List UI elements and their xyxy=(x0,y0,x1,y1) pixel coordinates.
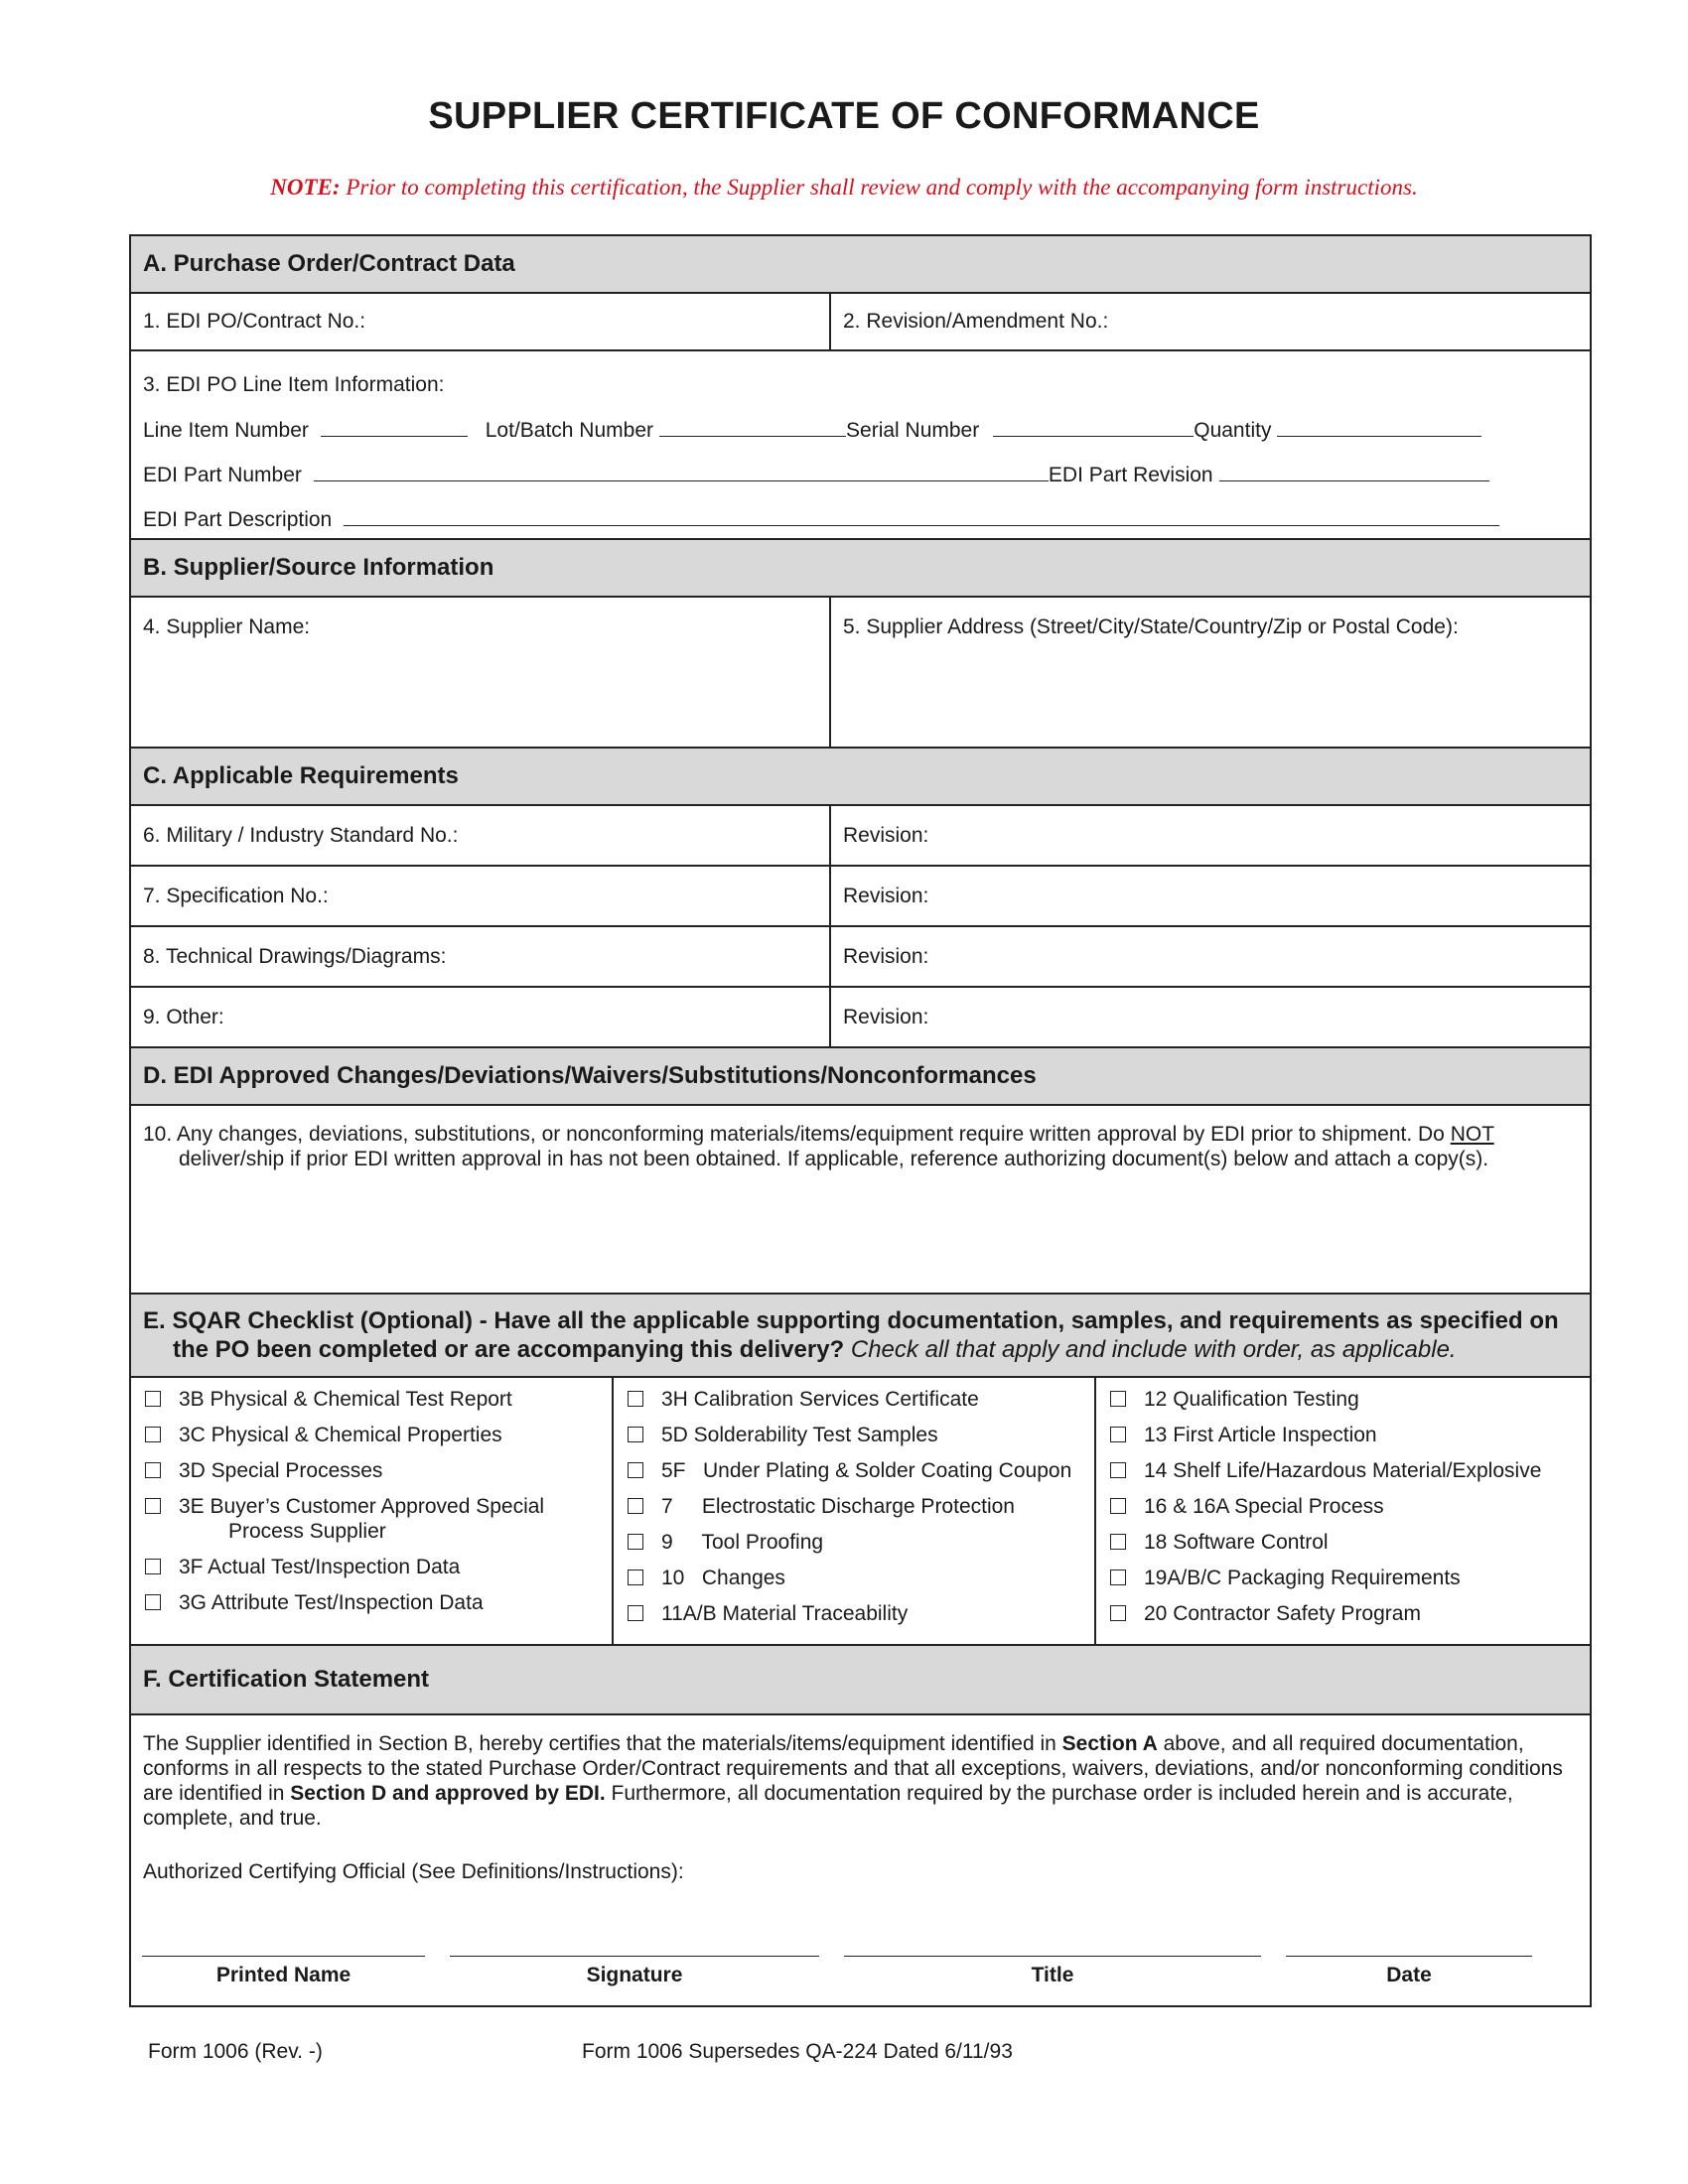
requirement-revision-field[interactable] xyxy=(831,806,1590,865)
checklist-item-label: 3C Physical & Chemical Properties xyxy=(179,1424,502,1446)
checkbox[interactable] xyxy=(628,1427,643,1442)
form-number: Form 1006 (Rev. -) xyxy=(148,2040,323,2063)
supplier-address-label: 5. Supplier Address (Street/City/State/Country/Zip or Postal Code): xyxy=(843,615,1459,638)
requirement-revision-label: Revision: xyxy=(843,824,929,847)
printed-name-line[interactable] xyxy=(142,1956,425,1957)
printed-name-label: Printed Name xyxy=(215,1964,352,1986)
checklist-item[interactable] xyxy=(1110,1459,1541,1483)
checkbox[interactable] xyxy=(145,1498,161,1514)
checklist-item-label: 18 Software Control xyxy=(1144,1531,1329,1554)
section-e-title xyxy=(143,1306,1576,1364)
part-revision-blank[interactable] xyxy=(1219,463,1489,481)
checklist-item-continuation: Process Supplier xyxy=(228,1520,386,1543)
certificate-form xyxy=(129,234,1592,2007)
section-b-header xyxy=(131,540,1590,598)
po-contract-field[interactable] xyxy=(131,294,831,349)
supplier-name-field[interactable] xyxy=(131,598,831,747)
requirement-label: 6. Military / Industry Standard No.: xyxy=(143,824,459,847)
requirement-row xyxy=(131,867,1590,927)
checklist-item[interactable] xyxy=(628,1459,1071,1483)
checklist-item-label: 7 Electrostatic Discharge Protection xyxy=(661,1495,1015,1518)
checklist-item[interactable] xyxy=(628,1388,979,1412)
checklist-item-label: 3G Attribute Test/Inspection Data xyxy=(179,1591,484,1614)
section-a-header xyxy=(131,236,1590,294)
checkbox[interactable] xyxy=(628,1498,643,1514)
checklist-item-label: 20 Contractor Safety Program xyxy=(1144,1602,1421,1625)
requirement-revision-field[interactable] xyxy=(831,988,1590,1046)
checklist-item-label: 5F Under Plating & Solder Coating Coupon xyxy=(661,1459,1072,1482)
section-b-title: B. Supplier/Source Information xyxy=(143,554,494,581)
checklist-item[interactable] xyxy=(628,1567,785,1590)
checkbox[interactable] xyxy=(628,1462,643,1478)
lot-batch-blank[interactable] xyxy=(659,418,846,437)
not-emphasis: NOT xyxy=(1450,1123,1494,1146)
serial-blank[interactable] xyxy=(993,418,1194,437)
line-item-label: Line Item Number xyxy=(143,419,309,442)
section-b-row xyxy=(131,598,1590,749)
checklist-item-label: 3H Calibration Services Certificate xyxy=(661,1388,979,1411)
statement-bold-2: Section D and approved by EDI. xyxy=(290,1782,606,1805)
line-item-info xyxy=(131,351,1590,540)
checklist-item[interactable] xyxy=(145,1388,512,1412)
checklist-item[interactable] xyxy=(628,1602,908,1626)
section-d-body[interactable] xyxy=(131,1106,1590,1295)
lot-batch-label: Lot/Batch Number xyxy=(485,419,654,442)
checklist-item[interactable] xyxy=(1110,1388,1359,1412)
revision-amendment-label: 2. Revision/Amendment No.: xyxy=(843,310,1109,333)
checklist-item[interactable] xyxy=(1110,1531,1329,1555)
note-text: Prior to completing this certification, the Supplier shall review and comply with the accompanying form instructions. xyxy=(346,175,1418,200)
changes-statement xyxy=(143,1122,1566,1171)
checkbox[interactable] xyxy=(1110,1534,1126,1550)
checkbox[interactable] xyxy=(1110,1570,1126,1585)
statement-bold-1: Section A xyxy=(1061,1732,1158,1755)
supplier-address-field[interactable] xyxy=(831,598,1590,747)
checkbox[interactable] xyxy=(1110,1498,1126,1514)
requirement-row xyxy=(131,806,1590,867)
checkbox[interactable] xyxy=(628,1605,643,1621)
checklist-item[interactable] xyxy=(145,1459,382,1483)
section-f-header xyxy=(131,1646,1590,1715)
requirement-row xyxy=(131,988,1590,1048)
changes-number: 10. xyxy=(143,1123,173,1146)
checklist-item[interactable] xyxy=(145,1424,502,1447)
requirement-revision-field[interactable] xyxy=(831,867,1590,925)
checkbox[interactable] xyxy=(1110,1391,1126,1407)
date-label: Date xyxy=(1386,1964,1432,1986)
statement-part-2: above, and all required documentation, conforms in all respects to the stated Purchase Order/Contract requirements and that all exceptions, waivers, deviations, and/or nonconforming conditions are identified in xyxy=(143,1732,1563,1805)
sqar-checklist xyxy=(131,1378,1590,1646)
checklist-item[interactable] xyxy=(1110,1567,1461,1590)
quantity-label: Quantity xyxy=(1194,419,1272,442)
checklist-item[interactable] xyxy=(1110,1495,1384,1519)
part-number-label: EDI Part Number xyxy=(143,464,302,486)
checklist-item-label: 5D Solderability Test Samples xyxy=(661,1424,938,1446)
requirement-row xyxy=(131,927,1590,988)
checkbox[interactable] xyxy=(1110,1427,1126,1442)
checklist-column-1 xyxy=(131,1378,614,1644)
requirement-label: 8. Technical Drawings/Diagrams: xyxy=(143,945,447,968)
checklist-item[interactable] xyxy=(145,1591,484,1615)
checklist-item-label: 13 First Article Inspection xyxy=(1144,1424,1377,1446)
checklist-column-2 xyxy=(614,1378,1096,1644)
line-item-row xyxy=(143,418,1487,443)
section-d-title: D. EDI Approved Changes/Deviations/Waivers/Substitutions/Nonconformances xyxy=(143,1062,1037,1089)
checkbox[interactable] xyxy=(145,1427,161,1442)
checklist-item[interactable] xyxy=(145,1556,460,1579)
part-description-row xyxy=(143,507,1505,532)
checklist-item[interactable] xyxy=(628,1531,823,1555)
section-a-title: A. Purchase Order/Contract Data xyxy=(143,250,515,277)
part-description-blank[interactable] xyxy=(344,507,1499,526)
title-label: Title xyxy=(1031,1964,1074,1986)
requirement-revision-field[interactable] xyxy=(831,927,1590,986)
supplier-name-label: 4. Supplier Name: xyxy=(143,615,311,638)
note-prefix: NOTE: xyxy=(270,175,341,200)
certification-statement xyxy=(143,1731,1566,1831)
requirement-revision-label: Revision: xyxy=(843,945,929,968)
requirement-revision-label: Revision: xyxy=(843,885,929,907)
form-title: SUPPLIER CERTIFICATE OF CONFORMANCE xyxy=(428,95,1260,137)
section-c-title: C. Applicable Requirements xyxy=(143,762,459,789)
requirement-field[interactable] xyxy=(131,988,831,1046)
changes-text-2: deliver/ship if prior EDI written approval in has not been obtained. If applicable, reference authorizing document(s) below and attach a copy(s). xyxy=(179,1148,1489,1170)
section-e-instruction: Check all that apply and include with order, as applicable. xyxy=(850,1336,1457,1363)
checklist-item[interactable] xyxy=(628,1495,1015,1519)
checklist-item-label: 3B Physical & Chemical Test Report xyxy=(179,1388,512,1411)
part-number-blank[interactable] xyxy=(314,463,1049,481)
statement-part-1: The Supplier identified in Section B, hereby certifies that the materials/items/equipment identified in xyxy=(143,1732,1056,1755)
section-f-body xyxy=(131,1715,1590,2005)
checkbox[interactable] xyxy=(1110,1462,1126,1478)
checkbox[interactable] xyxy=(628,1570,643,1585)
line-item-blank[interactable] xyxy=(321,418,468,437)
requirement-revision-label: Revision: xyxy=(843,1006,929,1028)
checklist-item-label: 3F Actual Test/Inspection Data xyxy=(179,1556,461,1578)
section-d-header xyxy=(131,1048,1590,1106)
requirement-field[interactable] xyxy=(131,867,831,925)
checklist-item[interactable] xyxy=(628,1424,938,1447)
checkbox[interactable] xyxy=(145,1594,161,1610)
checklist-column-3 xyxy=(1096,1378,1590,1644)
section-e-title-2: on the PO been completed or are accompanying this delivery? xyxy=(173,1307,1559,1363)
part-revision-label: EDI Part Revision xyxy=(1048,464,1213,486)
checklist-item[interactable] xyxy=(1110,1424,1377,1447)
requirement-field[interactable] xyxy=(131,806,831,865)
checklist-item-label: 11A/B Material Traceability xyxy=(661,1602,909,1625)
quantity-blank[interactable] xyxy=(1277,418,1481,437)
checkbox[interactable] xyxy=(145,1462,161,1478)
checkbox[interactable] xyxy=(145,1559,161,1574)
checklist-item-label: 19A/B/C Packaging Requirements xyxy=(1144,1567,1461,1589)
checklist-item-label: 12 Qualification Testing xyxy=(1144,1388,1359,1411)
revision-amendment-field[interactable] xyxy=(831,294,1590,349)
part-number-row xyxy=(143,463,1495,487)
section-c-header xyxy=(131,749,1590,806)
signature-label: Signature xyxy=(586,1964,683,1986)
section-a-row-1 xyxy=(131,294,1590,351)
checklist-item-label: 3D Special Processes xyxy=(179,1459,383,1482)
requirement-label: 9. Other: xyxy=(143,1006,224,1028)
checkbox[interactable] xyxy=(628,1391,643,1407)
date-line[interactable] xyxy=(1286,1956,1532,1957)
form-note xyxy=(0,175,1688,201)
section-e-header xyxy=(131,1295,1590,1378)
statement-part-3: Furthermore, all documentation required by the purchase order is included herein and is accurate, complete, and true. xyxy=(143,1782,1513,1830)
serial-label: Serial Number xyxy=(846,419,980,442)
section-f-title: F. Certification Statement xyxy=(143,1666,430,1693)
checkbox[interactable] xyxy=(145,1391,161,1407)
requirement-label: 7. Specification No.: xyxy=(143,885,329,907)
requirement-field[interactable] xyxy=(131,927,831,986)
checklist-item-label: 10 Changes xyxy=(661,1567,785,1589)
checkbox[interactable] xyxy=(1110,1605,1126,1621)
line-item-info-label: 3. EDI PO Line Item Information: xyxy=(143,373,445,396)
po-contract-label: 1. EDI PO/Contract No.: xyxy=(143,310,366,333)
checklist-item-label: 14 Shelf Life/Hazardous Material/Explosive xyxy=(1144,1459,1542,1482)
checklist-item-label: 16 & 16A Special Process xyxy=(1144,1495,1384,1518)
checklist-item-label: 9 Tool Proofing xyxy=(661,1531,824,1554)
title-line[interactable] xyxy=(844,1956,1261,1957)
section-e-title-1: E. SQAR Checklist (Optional) - Have all the applicable supporting documentation, samples, and requirements as specified xyxy=(143,1307,1523,1334)
signature-line[interactable] xyxy=(450,1956,819,1957)
checkbox[interactable] xyxy=(628,1534,643,1550)
checklist-item[interactable] xyxy=(1110,1602,1421,1626)
checklist-item[interactable] xyxy=(145,1495,544,1519)
certifying-official-label: Authorized Certifying Official (See Definitions/Instructions): xyxy=(143,1860,684,1883)
checklist-item-label: 3E Buyer’s Customer Approved Special xyxy=(179,1495,545,1518)
part-description-label: EDI Part Description xyxy=(143,508,333,531)
changes-text-1: Any changes, deviations, substitutions, or nonconforming materials/items/equipment require written approval by EDI prior to shipment. Do xyxy=(176,1123,1445,1146)
supersedes-note: Form 1006 Supersedes QA-224 Dated 6/11/93 xyxy=(582,2040,1013,2063)
